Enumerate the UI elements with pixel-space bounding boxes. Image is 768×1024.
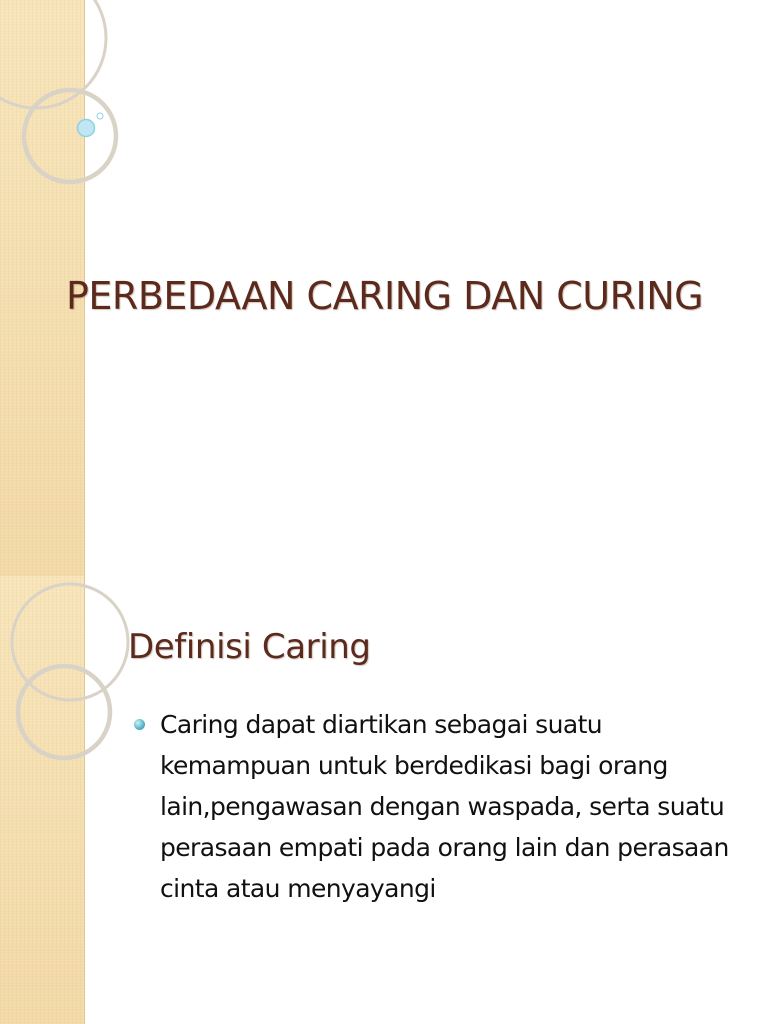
slide-heading: Definisi Caring: [128, 627, 371, 667]
decorative-rings-graphic: [0, 0, 150, 200]
bullet-dot-icon: [134, 719, 145, 730]
bullet-item: [130, 704, 750, 909]
bullet-text: Caring dapat diartikan sebagai suatu kemampuan untuk berdedikasi bagi orang lain,pengawasan dengan waspada, serta suatu perasaan empati pada orang lain dan perasaan cinta atau menyayangi: [160, 710, 729, 903]
decorative-rings-graphic: [0, 576, 150, 776]
slide-title: PERBEDAAN CARING DAN CURING: [66, 274, 704, 318]
bubble-small: [97, 113, 103, 119]
bullet-list: [130, 704, 750, 909]
ring-small: [18, 666, 110, 758]
bubble-large: [78, 120, 95, 137]
content-slide: [0, 576, 768, 1024]
ring-small: [24, 90, 116, 182]
